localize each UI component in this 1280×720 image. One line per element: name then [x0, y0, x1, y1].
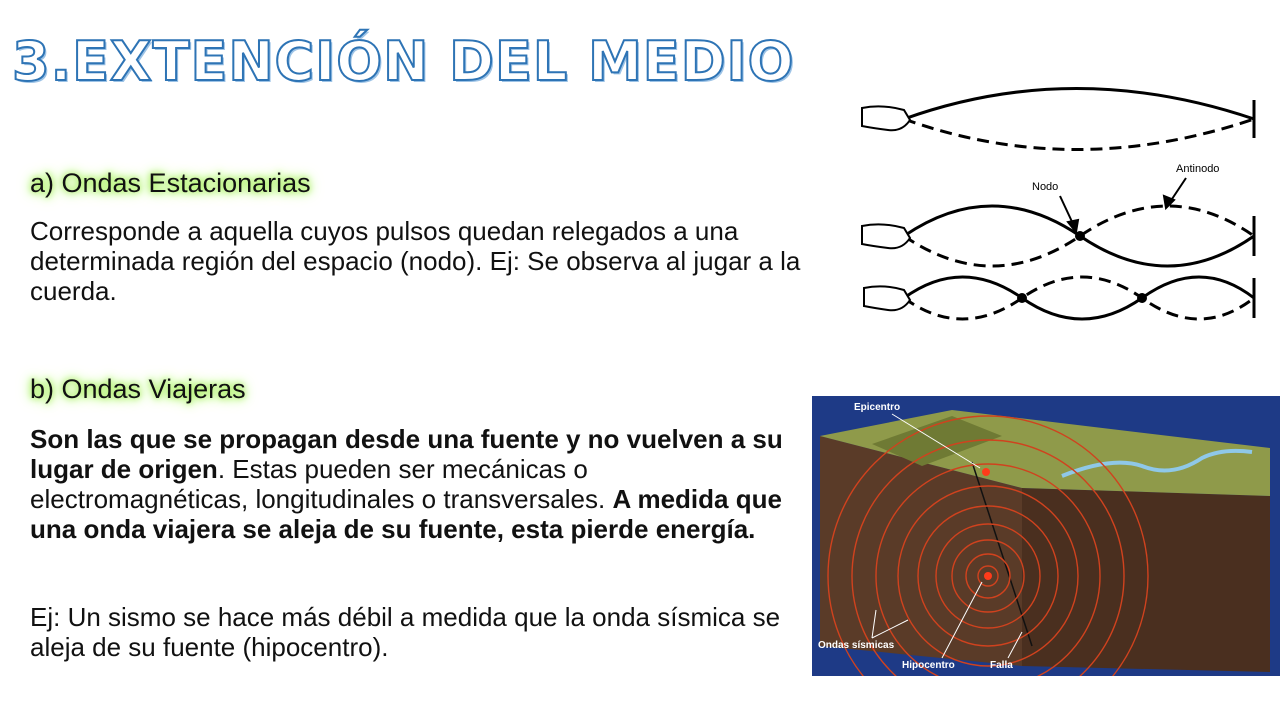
- label-node: Nodo: [1032, 181, 1059, 193]
- node-point: [1017, 293, 1027, 303]
- label-hypocenter: Hipocentro: [902, 660, 955, 671]
- hand-icon: [862, 224, 910, 248]
- hand-icon: [864, 286, 910, 310]
- hypocenter-dot: [984, 572, 992, 580]
- hand-icons: [862, 106, 910, 310]
- label-fault: Falla: [990, 660, 1013, 671]
- traveling-waves-example: Ej: Un sismo se hace más débil a medida que la onda sísmica se aleja de su fuente (hipocentro).: [30, 602, 781, 662]
- wave-1-dashed: [904, 119, 1254, 150]
- traveling-waves-description: [30, 424, 805, 544]
- label-seismic-waves: Ondas sísmicas: [818, 640, 895, 651]
- standing-wave-diagram: [852, 86, 1264, 338]
- block-right-face: [1022, 488, 1270, 672]
- traveling-waves-definition: Son las que se propagan desde una fuente y no vuelven a su lugar de origen: [30, 424, 783, 484]
- label-epicenter: Epicentro: [854, 402, 901, 413]
- traveling-waves-types: . Estas pueden ser mecánicas o electromagnéticas, longitudinales o transversales.: [30, 454, 613, 514]
- wave-1-solid: [904, 89, 1254, 120]
- traveling-waves-energy-loss: A medida que una onda viajera se aleja de su fuente, esta pierde energía.: [30, 484, 782, 544]
- node-point: [1137, 293, 1147, 303]
- heading-traveling-waves: b) Ondas Viajeras: [30, 374, 246, 404]
- earthquake-diagram: [812, 396, 1280, 676]
- slide-title: 3.EXTENCIÓN DEL MEDIO: [12, 30, 795, 93]
- epicenter-dot: [982, 468, 990, 476]
- wave-3-solid: [904, 277, 1254, 319]
- label-antinode: Antinodo: [1176, 163, 1220, 175]
- hand-icon: [862, 106, 910, 130]
- standing-waves-description: Corresponde a aquella cuyos pulsos quedan relegados a una determinada región del espacio (nodo). Ej: Se observa al jugar a la cuerda.: [30, 216, 801, 306]
- heading-standing-waves: a) Ondas Estacionarias: [30, 168, 311, 198]
- wave-3-dashed: [904, 277, 1254, 319]
